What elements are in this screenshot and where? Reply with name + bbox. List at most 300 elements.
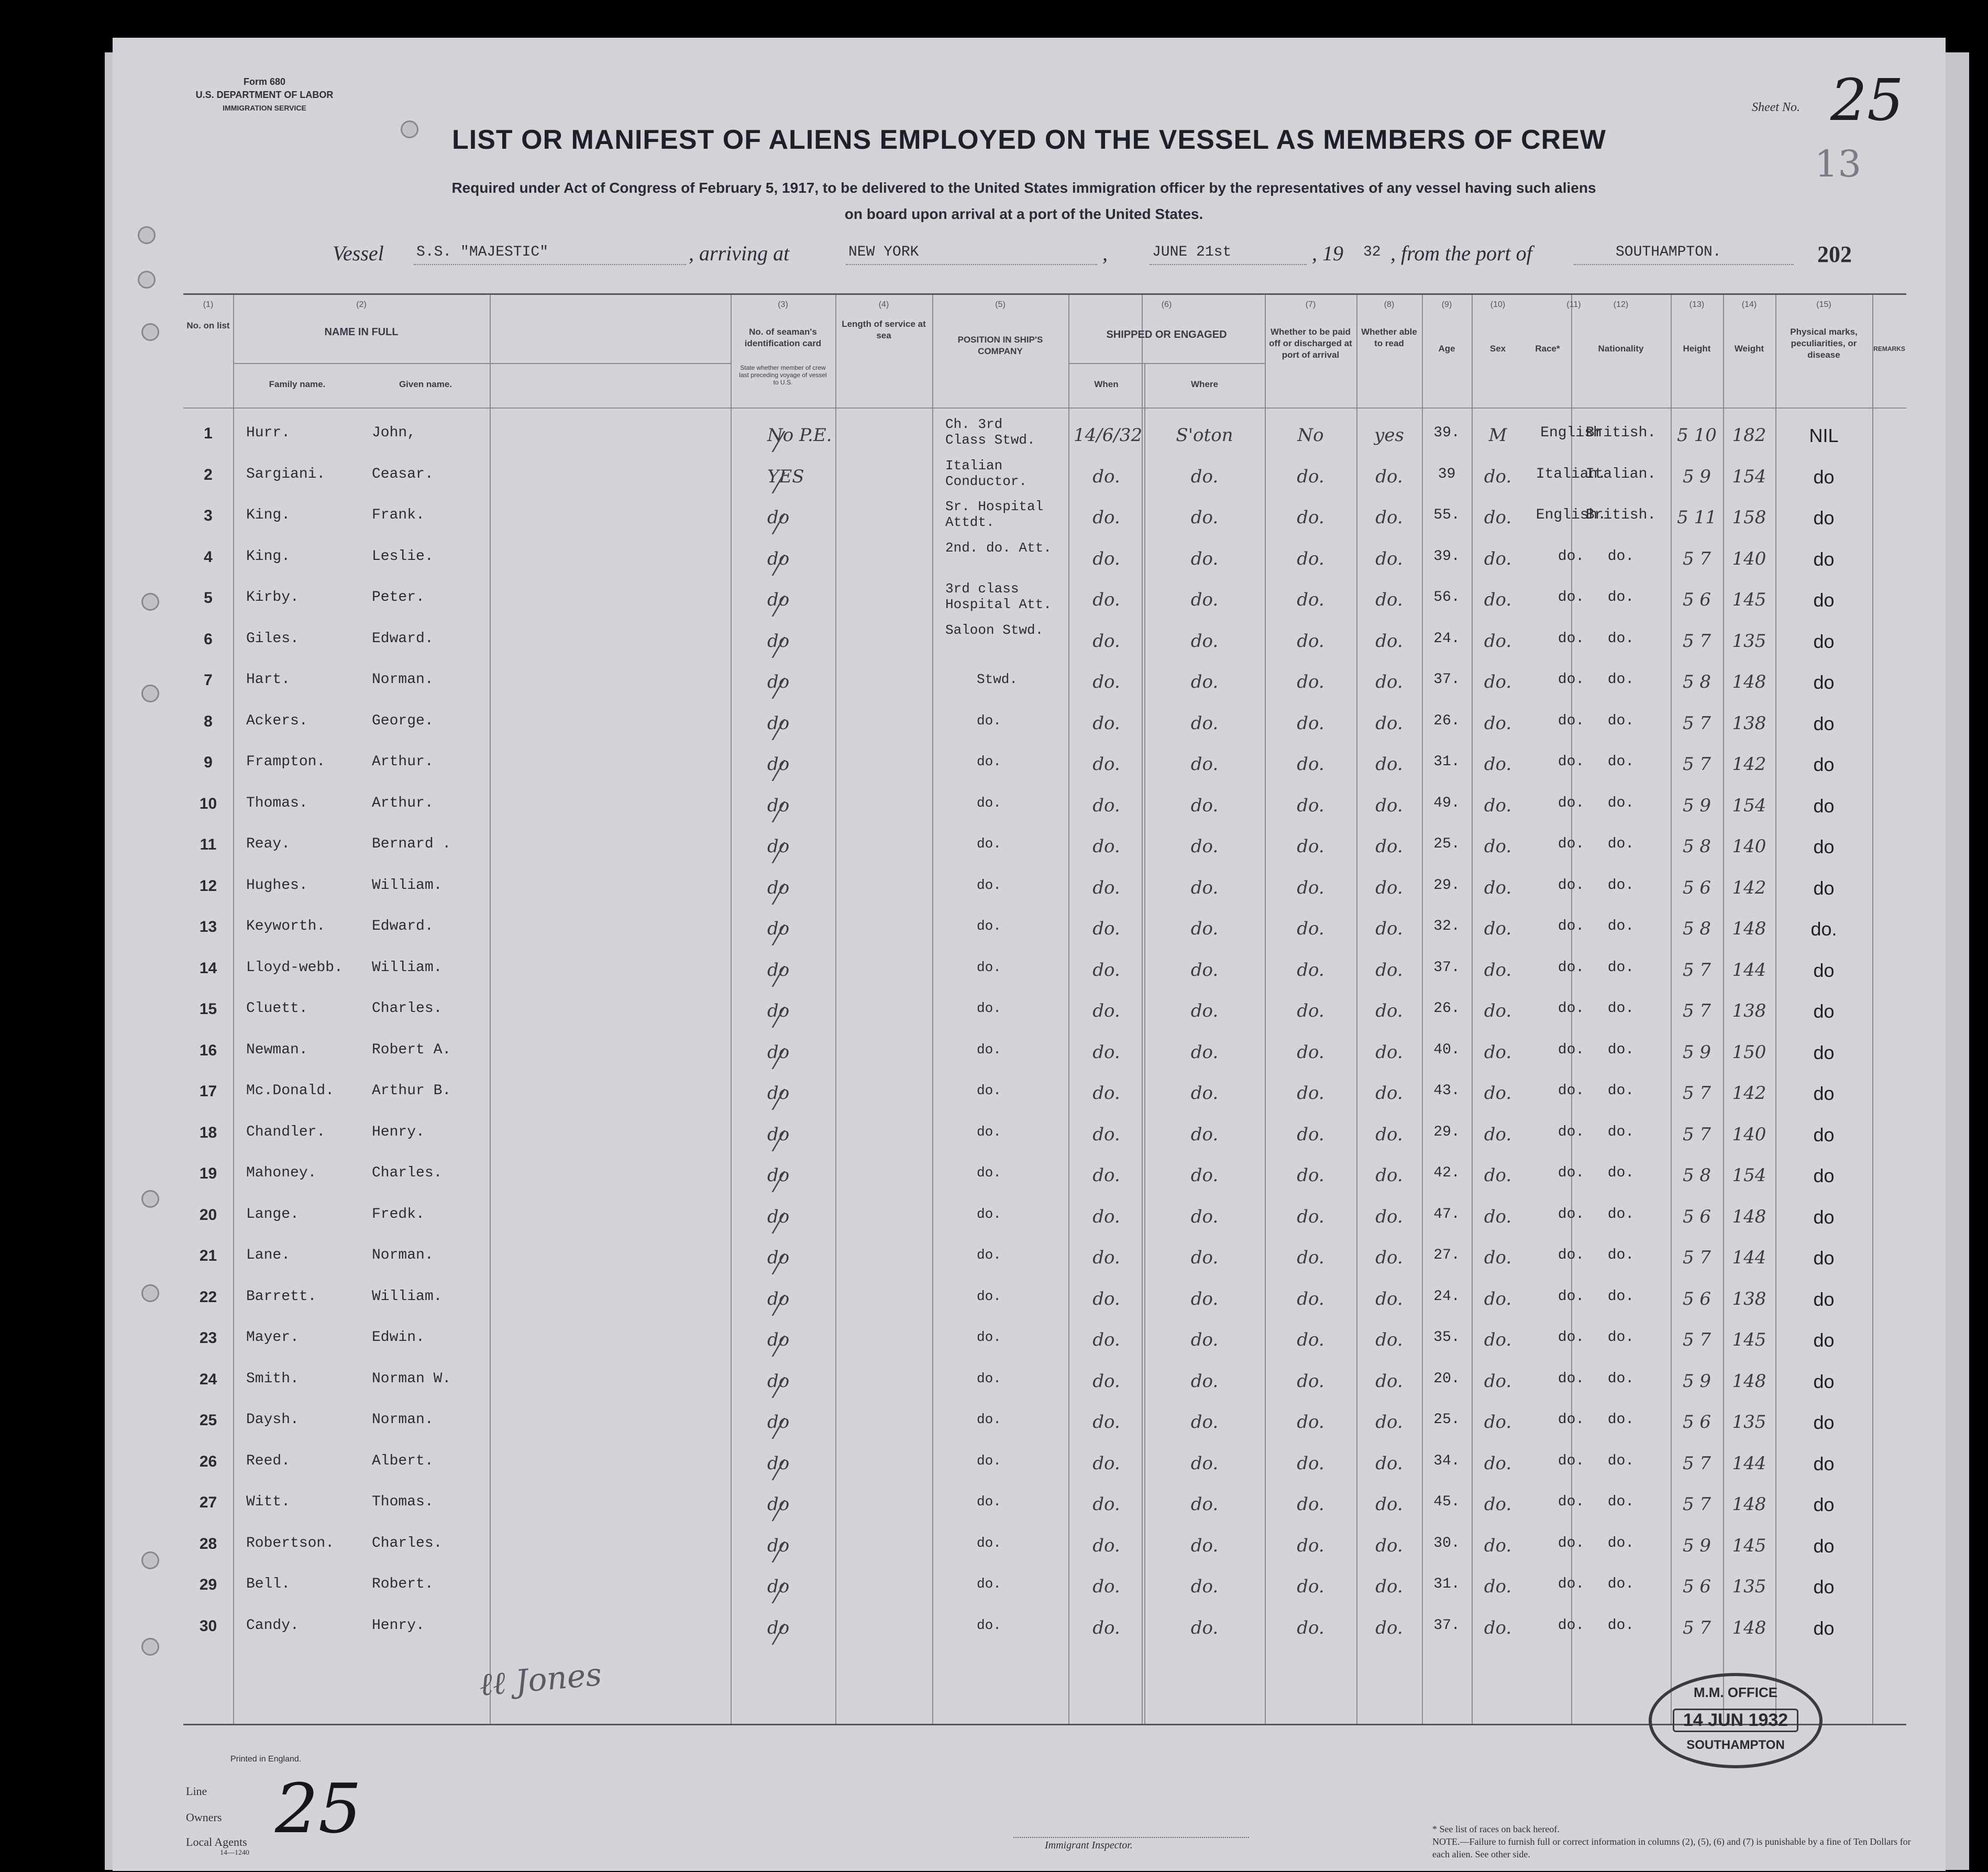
race: do. — [1558, 1165, 1585, 1181]
race: do. — [1558, 1247, 1585, 1263]
physical-marks: do — [1813, 1288, 1835, 1310]
table-row — [183, 1567, 1906, 1607]
paid-off: do. — [1297, 836, 1324, 857]
header-race: Race* — [1535, 344, 1560, 354]
sex: do. — [1484, 1329, 1512, 1350]
family-name: Lange. — [246, 1206, 299, 1223]
shipped-where: do. — [1190, 1247, 1219, 1268]
race: do. — [1558, 589, 1585, 605]
race: do. — [1558, 1083, 1585, 1099]
col13-number: (13) — [1689, 300, 1705, 309]
table-row — [183, 1484, 1906, 1525]
nationality: do. — [1607, 1617, 1634, 1634]
table-row — [183, 703, 1906, 744]
physical-marks: do — [1813, 877, 1835, 899]
penalty-note: NOTE.—Failure to furnish full or correct information in columns (2), (5), (6) and (7) is punishable by a fine of Ten Dollars for each alien. See other side. — [1432, 1836, 1911, 1859]
able-to-read: do. — [1375, 1329, 1403, 1350]
card-number: do — [767, 836, 790, 857]
card-number: do — [767, 1165, 790, 1186]
height: 5 7 — [1682, 959, 1711, 981]
race: Italian. — [1536, 466, 1607, 482]
race: do. — [1558, 1576, 1585, 1592]
position: do. — [977, 877, 1001, 893]
height: 5 7 — [1682, 630, 1711, 652]
card-number: do — [767, 754, 790, 775]
weight: 138 — [1732, 1288, 1766, 1309]
height: 5 7 — [1682, 1452, 1711, 1474]
sex: do. — [1484, 795, 1512, 816]
year-prefix: , 19 — [1312, 241, 1343, 265]
family-name: Kirby. — [246, 589, 299, 605]
physical-marks: do — [1813, 630, 1835, 652]
footer-notes — [1432, 1823, 1930, 1860]
physical-marks: do — [1813, 1083, 1835, 1104]
card-number: do — [767, 1247, 790, 1268]
table-row — [183, 1444, 1906, 1484]
list-number: 6 — [204, 630, 213, 648]
col5-number: (5) — [995, 300, 1006, 309]
race: do. — [1558, 1617, 1585, 1634]
sex: do. — [1484, 1576, 1512, 1597]
table-row — [183, 1279, 1906, 1320]
height: 5 8 — [1682, 1165, 1711, 1186]
table-row — [183, 415, 1906, 456]
sex: do. — [1484, 836, 1512, 857]
able-to-read: do. — [1375, 1535, 1403, 1556]
physical-marks: do — [1813, 671, 1835, 693]
family-name: Lloyd-webb. — [246, 959, 343, 976]
table-row — [183, 1526, 1906, 1567]
height: 5 7 — [1682, 548, 1711, 569]
given-name: Robert A. — [372, 1041, 451, 1058]
agents-label: Local Agents — [186, 1835, 247, 1848]
given-name: Frank. — [372, 507, 425, 523]
card-number: do — [767, 1000, 790, 1021]
physical-marks: do — [1813, 1494, 1835, 1515]
age: 26. — [1433, 712, 1460, 729]
given-name: Arthur. — [372, 795, 434, 811]
given-name: Leslie. — [372, 548, 434, 565]
position: do. — [977, 1576, 1001, 1592]
physical-marks: do — [1813, 1165, 1835, 1186]
paid-off: do. — [1297, 589, 1324, 610]
physical-marks: do — [1813, 466, 1835, 488]
physical-marks: do — [1813, 712, 1835, 734]
position: Italian Conductor. — [945, 457, 1028, 489]
age: 26. — [1433, 1000, 1460, 1017]
nationality: do. — [1607, 1452, 1634, 1469]
race: do. — [1558, 836, 1585, 852]
physical-marks: do. — [1810, 918, 1837, 940]
position: do. — [977, 754, 1001, 769]
nationality: do. — [1607, 671, 1634, 688]
age: 39. — [1433, 548, 1460, 565]
given-name: Norman W. — [372, 1370, 451, 1387]
punch-hole — [138, 271, 156, 289]
col11-number: (11) — [1566, 300, 1581, 309]
col4-number: (4) — [878, 300, 889, 309]
family-name: Cluett. — [246, 1000, 308, 1017]
shipped-when: do. — [1092, 1452, 1120, 1474]
physical-marks: do — [1813, 589, 1835, 611]
age: 42. — [1433, 1165, 1460, 1181]
list-number: 22 — [199, 1288, 217, 1306]
header-where: Where — [1191, 379, 1218, 389]
list-number: 20 — [199, 1206, 217, 1224]
form-identifier — [154, 75, 374, 115]
physical-marks: do — [1813, 836, 1835, 857]
family-name: King. — [246, 507, 291, 523]
line-label: Line — [186, 1785, 207, 1798]
list-number: 14 — [199, 959, 217, 977]
height: 5 6 — [1682, 1576, 1711, 1597]
height: 5 6 — [1682, 877, 1711, 898]
sex: do. — [1484, 1206, 1512, 1227]
able-to-read: do. — [1375, 1000, 1403, 1021]
paid-off: do. — [1297, 1288, 1324, 1309]
nationality: do. — [1607, 1535, 1634, 1551]
sex: do. — [1484, 589, 1512, 610]
table-row — [183, 991, 1906, 1032]
shipped-when: do. — [1092, 1576, 1120, 1597]
sex: do. — [1484, 918, 1512, 939]
shipped-where: do. — [1190, 877, 1219, 898]
position: do. — [977, 1247, 1001, 1263]
able-to-read: do. — [1375, 1124, 1403, 1145]
card-number: do — [767, 918, 790, 939]
header-given-name: Given name. — [399, 379, 452, 389]
list-number: 25 — [199, 1412, 217, 1429]
sex: do. — [1484, 712, 1512, 734]
physical-marks: do — [1813, 754, 1835, 775]
crew-table — [183, 293, 1906, 1725]
paid-off: do. — [1297, 1247, 1324, 1268]
nationality: do. — [1607, 1206, 1634, 1223]
port-dotline — [846, 264, 1097, 265]
able-to-read: do. — [1375, 466, 1403, 487]
race: do. — [1558, 1206, 1585, 1223]
form-code: 14—1240 — [220, 1849, 249, 1857]
able-to-read: do. — [1375, 1247, 1403, 1268]
height: 5 9 — [1682, 1041, 1711, 1063]
weight: 150 — [1732, 1041, 1766, 1063]
col7-number: (7) — [1305, 300, 1316, 309]
given-name: Henry. — [372, 1124, 425, 1140]
paid-off: do. — [1297, 712, 1324, 734]
family-name: Reay. — [246, 836, 291, 852]
position: do. — [977, 1535, 1001, 1551]
position: do. — [977, 1206, 1001, 1222]
shipped-where: do. — [1190, 1041, 1219, 1063]
header-able-to-read: Whether able to read — [1361, 327, 1417, 348]
race: English — [1540, 425, 1602, 441]
paid-off: do. — [1297, 1452, 1324, 1474]
table-row — [183, 662, 1906, 703]
position: 2nd. do. Att. — [945, 539, 1052, 556]
shipped-when: do. — [1092, 589, 1120, 610]
from-label: , from the port of — [1390, 241, 1532, 265]
header-shipped-engaged: SHIPPED OR ENGAGED — [1106, 329, 1227, 340]
date-separator: , — [1102, 241, 1108, 265]
weight: 148 — [1732, 1617, 1766, 1638]
height: 5 7 — [1682, 1617, 1711, 1638]
races-note: * See list of races on back hereof. — [1432, 1824, 1560, 1834]
race: English. — [1536, 507, 1607, 523]
family-name: Barrett. — [246, 1288, 317, 1305]
given-name: Henry. — [372, 1617, 425, 1634]
position: do. — [977, 1412, 1001, 1427]
from-dotline — [1574, 264, 1794, 265]
card-number: do — [767, 877, 790, 898]
col3-number: (3) — [778, 300, 788, 309]
shipped-when: do. — [1092, 712, 1120, 734]
shipped-when: do. — [1092, 1000, 1120, 1021]
able-to-read: do. — [1375, 1576, 1403, 1597]
paid-off: do. — [1297, 1000, 1324, 1021]
col15-number: (15) — [1816, 300, 1831, 309]
race: do. — [1558, 630, 1585, 647]
nationality: British. — [1585, 425, 1656, 441]
nationality: do. — [1607, 1124, 1634, 1140]
position: do. — [977, 1000, 1001, 1016]
nationality: do. — [1607, 1370, 1634, 1387]
physical-marks: do — [1813, 1124, 1835, 1146]
family-name: Reed. — [246, 1452, 291, 1469]
race: do. — [1558, 754, 1585, 770]
physical-marks: do — [1813, 507, 1835, 528]
paid-off: do. — [1297, 1576, 1324, 1597]
col9-number: (9) — [1441, 300, 1452, 309]
age: 29. — [1433, 877, 1460, 894]
punch-hole — [141, 1551, 159, 1569]
weight: 148 — [1732, 1206, 1766, 1227]
shipped-when: do. — [1092, 1535, 1120, 1556]
shipped-when: 14/6/32 — [1074, 425, 1143, 446]
able-to-read: do. — [1375, 630, 1403, 652]
family-name: Frampton. — [246, 754, 326, 770]
card-number: do — [767, 1412, 790, 1433]
card-number: do — [767, 959, 790, 981]
family-name: Robertson. — [246, 1535, 335, 1551]
weight: 145 — [1732, 1535, 1766, 1556]
shipped-where: do. — [1190, 1370, 1219, 1392]
shipped-when: do. — [1092, 630, 1120, 652]
col10-number: (10) — [1490, 300, 1506, 309]
table-row — [183, 1155, 1906, 1196]
height: 5 7 — [1682, 754, 1711, 775]
table-row — [183, 621, 1906, 662]
given-name: Norman. — [372, 671, 434, 688]
position: do. — [977, 1124, 1001, 1140]
table-row — [183, 868, 1906, 909]
paid-off: do. — [1297, 754, 1324, 775]
able-to-read: do. — [1375, 1370, 1403, 1392]
family-name: Smith. — [246, 1370, 299, 1387]
race: do. — [1558, 1288, 1585, 1305]
table-row — [183, 1608, 1906, 1649]
weight: 154 — [1732, 795, 1766, 816]
list-number: 15 — [199, 1000, 217, 1018]
card-number: do — [767, 1329, 790, 1350]
physical-marks: do — [1813, 959, 1835, 981]
age: 32. — [1433, 918, 1460, 934]
table-row — [183, 1115, 1906, 1155]
card-number: do — [767, 1370, 790, 1392]
weight: 135 — [1732, 1576, 1766, 1597]
handwritten-signature: ℓℓ Jones — [478, 1656, 603, 1704]
paid-off: do. — [1297, 959, 1324, 981]
page-subtitle — [343, 175, 1705, 227]
list-number: 29 — [199, 1576, 217, 1593]
vessel-label: Vessel — [333, 241, 384, 265]
age: 35. — [1433, 1329, 1460, 1346]
shipped-when: do. — [1092, 918, 1120, 939]
table-row — [183, 1402, 1906, 1443]
age: 56. — [1433, 589, 1460, 605]
shipped-where: do. — [1190, 1329, 1219, 1350]
arrival-port: NEW YORK — [848, 244, 919, 260]
list-number: 11 — [200, 836, 217, 853]
col12-number: (12) — [1613, 300, 1629, 309]
card-number: do — [767, 1617, 790, 1638]
list-number: 27 — [199, 1494, 217, 1511]
paid-off: do. — [1297, 1083, 1324, 1104]
paid-off: No — [1297, 425, 1324, 446]
shipped-when: do. — [1092, 507, 1120, 528]
shipped-when: do. — [1092, 1288, 1120, 1309]
list-number: 18 — [199, 1124, 217, 1141]
list-number: 9 — [204, 754, 213, 771]
paid-off: do. — [1297, 466, 1324, 487]
able-to-read: do. — [1375, 548, 1403, 569]
able-to-read: do. — [1375, 877, 1403, 898]
paid-off: do. — [1297, 507, 1324, 528]
given-name: Albert. — [372, 1452, 434, 1469]
able-to-read: do. — [1375, 712, 1403, 734]
card-number: do — [767, 671, 790, 692]
nationality: do. — [1607, 1576, 1634, 1592]
weight: 148 — [1732, 671, 1766, 692]
given-name: William. — [372, 877, 443, 894]
paid-off: do. — [1297, 630, 1324, 652]
position: do. — [977, 1041, 1001, 1058]
weight: 140 — [1732, 548, 1766, 569]
subtitle-line-2: on board upon arrival at a port of the United States. — [844, 206, 1203, 222]
sex: do. — [1484, 1288, 1512, 1309]
table-row — [183, 498, 1906, 538]
page-title: LIST OR MANIFEST OF ALIENS EMPLOYED ON THE VESSEL AS MEMBERS OF CREW — [452, 125, 1606, 155]
weight: 148 — [1732, 1494, 1766, 1515]
height: 5 6 — [1682, 1206, 1711, 1227]
header-paid-off: Whether to be paid off or discharged at port of arrival — [1269, 327, 1352, 360]
position: do. — [977, 795, 1001, 811]
able-to-read: do. — [1375, 671, 1403, 692]
list-number: 30 — [199, 1617, 217, 1635]
card-number: do — [767, 630, 790, 652]
race: do. — [1558, 1329, 1585, 1346]
sex: do. — [1484, 466, 1512, 487]
physical-marks: do — [1813, 1247, 1835, 1269]
sex: do. — [1484, 1494, 1512, 1515]
sex: do. — [1484, 1041, 1512, 1063]
sex: do. — [1484, 507, 1512, 528]
weight: 142 — [1732, 1083, 1766, 1104]
race: do. — [1558, 1124, 1585, 1140]
sex: do. — [1484, 1412, 1512, 1433]
nationality: do. — [1607, 712, 1634, 729]
weight: 158 — [1732, 507, 1766, 528]
form-number: Form 680 — [243, 76, 286, 87]
nationality: do. — [1607, 836, 1634, 852]
list-number: 8 — [204, 712, 213, 730]
arrival-date: JUNE 21st — [1152, 244, 1232, 260]
weight: 142 — [1732, 754, 1766, 775]
height: 5 9 — [1682, 466, 1711, 487]
given-name: Charles. — [372, 1165, 443, 1181]
given-name: John, — [372, 425, 416, 441]
punch-hole — [138, 226, 156, 244]
card-number: do — [767, 712, 790, 734]
shipped-where: do. — [1190, 1165, 1219, 1186]
given-name: William. — [372, 1288, 443, 1305]
race: do. — [1558, 1412, 1585, 1428]
punch-hole — [141, 593, 159, 611]
given-name: Charles. — [372, 1535, 443, 1551]
position: Ch. 3rd Class Stwd. — [945, 416, 1035, 448]
weight: 142 — [1732, 877, 1766, 898]
age: 43. — [1433, 1083, 1460, 1099]
manifest-sheet — [113, 38, 1946, 1871]
position: do. — [977, 1165, 1001, 1181]
height: 5 10 — [1677, 425, 1717, 446]
physical-marks: do — [1813, 1617, 1835, 1639]
nationality: do. — [1607, 630, 1634, 647]
shipped-where: do. — [1190, 507, 1219, 528]
card-number: do — [767, 1535, 790, 1556]
age: 20. — [1433, 1370, 1460, 1387]
family-name: Newman. — [246, 1041, 308, 1058]
service-name: IMMIGRATION SERVICE — [223, 104, 306, 112]
nationality: Italian. — [1585, 466, 1656, 482]
weight: 182 — [1732, 425, 1766, 446]
given-name: Arthur. — [372, 754, 434, 770]
shipped-where: do. — [1190, 548, 1219, 569]
race: do. — [1558, 1370, 1585, 1387]
position: Sr. Hospital Attdt. — [945, 499, 1044, 530]
list-number: 5 — [204, 589, 213, 607]
card-number: YES — [767, 466, 804, 487]
card-number: do — [767, 1576, 790, 1597]
sex: M — [1488, 425, 1507, 446]
family-name: Ackers. — [246, 712, 308, 729]
list-number: 3 — [204, 507, 213, 524]
position: do. — [977, 1329, 1001, 1345]
card-number: do — [767, 795, 790, 816]
table-row — [183, 580, 1906, 621]
physical-marks: do — [1813, 1452, 1835, 1474]
subtitle-line-1: Required under Act of Congress of February 5, 1917, to be delivered to the United States immigration officer by the representatives of any vessel having such aliens — [451, 180, 1596, 196]
nationality: do. — [1607, 1288, 1634, 1305]
weight: 138 — [1732, 712, 1766, 734]
family-name: Hughes. — [246, 877, 308, 894]
shipped-where: do. — [1190, 466, 1219, 487]
nationality: do. — [1607, 1041, 1634, 1058]
punch-hole — [141, 1638, 159, 1656]
nationality: British. — [1585, 507, 1656, 523]
paid-off: do. — [1297, 1165, 1324, 1186]
nationality: do. — [1607, 1000, 1634, 1017]
family-name: Witt. — [246, 1494, 291, 1510]
